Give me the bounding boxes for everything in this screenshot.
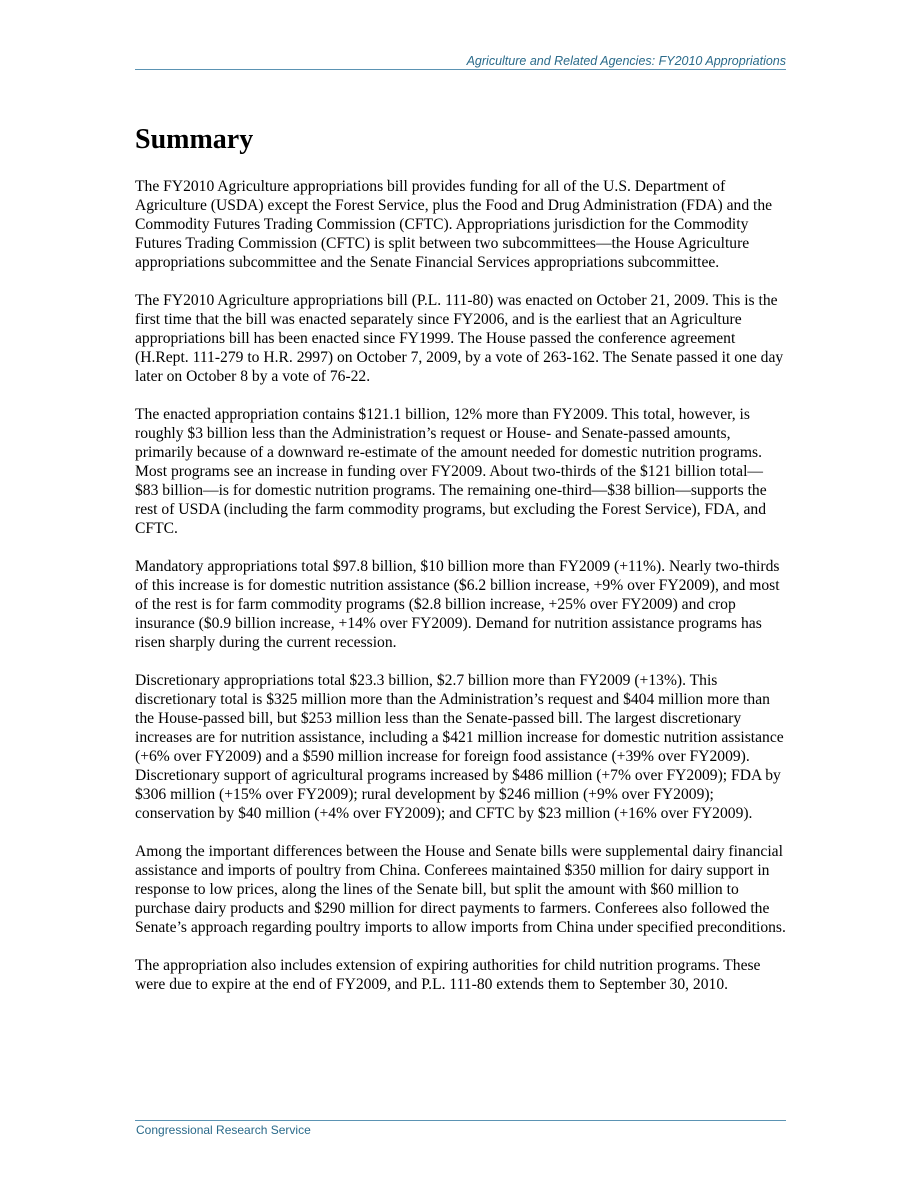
section-body (135, 177, 786, 1013)
section-title: Summary (135, 124, 254, 155)
paragraph-mandatory: Mandatory appropriations total $97.8 billion, $10 billion more than FY2009 (+11%). Nearly two-thirds of this increase is for domestic nutrition assistance ($6.2 billion increase, +9% over FY2009), and most of the rest is for farm commodity programs ($2.8 billion increase, +25% over FY2009) and crop insurance ($0.9 billion increase, +14% over FY2009). Demand for nutrition assistance programs has risen sharply during the current recession. (135, 558, 780, 651)
running-header: Agriculture and Related Agencies: FY2010 Appropriations (466, 54, 786, 68)
paragraph-discretionary: Discretionary appropriations total $23.3 billion, $2.7 billion more than FY2009 (+13%). This discretionary total is $325 million more than the Administration’s request and $404 million more than the House-passed bill, but $253 million less than the Senate-passed bill. The largest discretionary increases are for nutrition assistance, including a $421 million increase for domestic nutrition assistance (+6% over FY2009) and a $590 million increase for foreign food assistance (+39% over FY2009). Discretionary support of agricultural programs increased by $486 million (+7% over FY2009); FDA by $306 million (+15% over FY2009); rural development by $246 million (+9% over FY2009); conservation by $40 million (+4% over FY2009); and CFTC by $23 million (+16% over FY2009). (135, 672, 784, 822)
paragraph-enactment: The FY2010 Agriculture appropriations bill (P.L. 111-80) was enacted on October 21, 2009. This is the first time that the bill was enacted separately since FY2006, and is the earliest that an Agriculture appropriations bill has been enacted since FY1999. The House passed the conference agreement (H.Rept. 111-279 to H.R. 2997) on October 7, 2009, by a vote of 263-162. The Senate passed it one day later on October 8 by a vote of 76-22. (135, 292, 784, 385)
paragraph-differences: Among the important differences between the House and Senate bills were supplemental dairy financial assistance and imports of poultry from China. Conferees maintained $350 million for dairy support in response to low prices, along the lines of the Senate bill, but split the amount with $60 million to purchase dairy products and $290 million for direct payments to farmers. Conferees also followed the Senate’s approach regarding poultry imports to allow imports from China under specified preconditions. (135, 843, 786, 936)
paragraph-child-nutrition: The appropriation also includes extension of expiring authorities for child nutrition programs. These were due to expire at the end of FY2009, and P.L. 111-80 extends them to September 30, 2010. (135, 957, 761, 993)
footer-publisher: Congressional Research Service (136, 1123, 311, 1137)
paragraph-scope: The FY2010 Agriculture appropriations bill provides funding for all of the U.S. Department of Agriculture (USDA) except the Forest Service, plus the Food and Drug Administration (FDA) and the Commodity Futures Trading Commission (CFTC). Appropriations jurisdiction for the Commodity Futures Trading Commission (CFTC) is split between two subcommittees—the House Agriculture appropriations subcommittee and the Senate Financial Services appropriations subcommittee. (135, 178, 773, 271)
paragraph-total: The enacted appropriation contains $121.1 billion, 12% more than FY2009. This total, however, is roughly $3 billion less than the Administration’s request or House- and Senate-passed amounts, primarily because of a downward re-estimate of the amount needed for domestic nutrition programs. Most programs see an increase in funding over FY2009. About two-thirds of the $121 billion total—$83 billion—is for domestic nutrition programs. The remaining one-third—$38 billion—supports the rest of USDA (including the farm commodity programs, but excluding the Forest Service), FDA, and CFTC. (135, 406, 767, 537)
header-rule (135, 69, 786, 70)
footer-rule (135, 1120, 786, 1121)
